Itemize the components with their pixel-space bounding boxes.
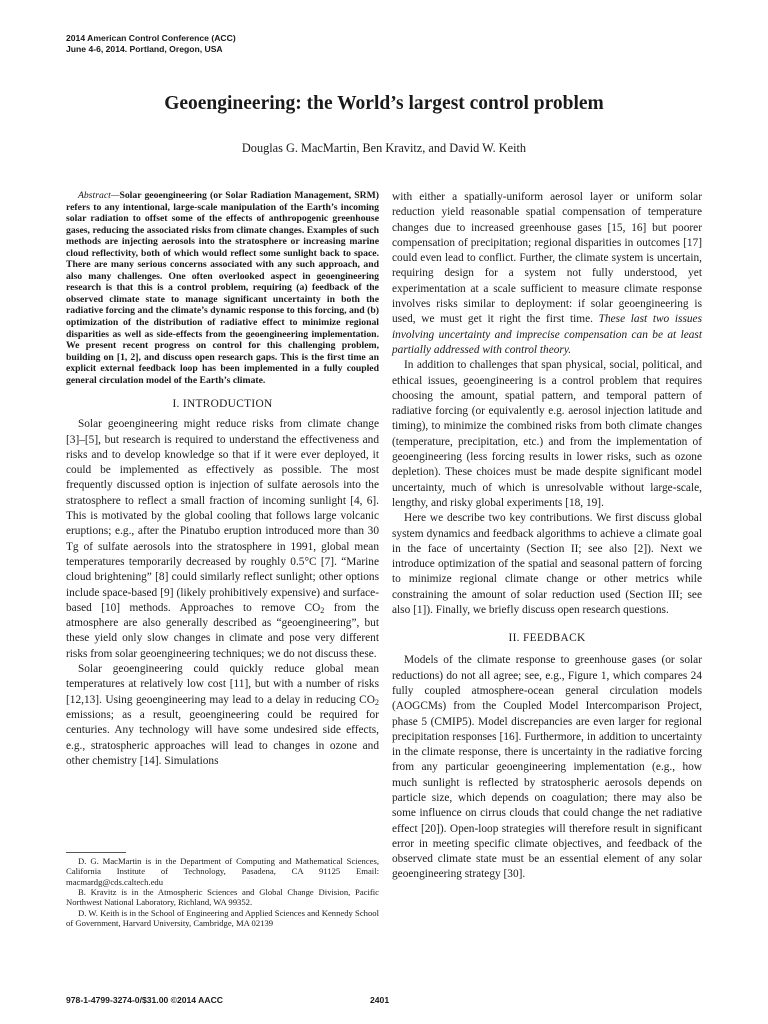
intro-paragraph-3: with either a spatially-uniform aerosol layer or uniform solar reduction yield reasonable spatial compensation of temperature changes due to increased greenhouse gases [15, 16] but poorer compensation of precipitation; regional disparities in outcomes [17] could even lead to conflict. Further, the climate system is uncertain, requiring design for a system not fully understood, yet experimentation at a scale sufficient to measure climate response involves risks similar to deployment: if solar geoengineering is used, we must get it right the first time. These last two issues involving uncertainty and imprecise compensation can be at least partially addressed with control theory. [392,191,702,356]
left-column [66,190,379,769]
intro-paragraph-5: Here we describe two key contributions. We first discuss global system dynamics and feedback algorithms to achieve a climate goal in the face of uncertainty (Section II; see also [2]). Next we introduce optimization of the spatial and seasonal pattern of forcing to minimize regional climate change or other metrics while constraining the amount of solar reduction used (Section III; see also [1]). Finally, we briefly discuss open research questions. [392,512,702,617]
page-number: 2401 [370,995,390,1005]
feedback-paragraph-1: Models of the climate response to greenhouse gases (or solar reductions) do not all agree; see, e.g., Figure 1, which compares 24 fully coupled atmosphere-ocean general circulation models (AOGCMs) from the Coupled Model Intercomparison Project, phase 5 (CMIP5). Model discrepancies are even larger for regional precipitation responses [16]. Furthermore, in addition to uncertainty in the climate response, there is uncertainty in the radiative forcing from any particular geoengineering implementation (e.g., how much sunlight is reflected by stratospheric aerosols depends on particle size, which depends on coagulation; there may also be some influence on cirrus clouds that could change the net radiative effect [20]). Open-loop strategies will therefore result in significant error in meeting specific climate objectives, and feedback of the observed climate state must be an essential element of any solar geoengineering strategy [30]. [392,654,702,881]
conference-name: 2014 American Control Conference (ACC) [66,33,236,43]
section-heading-feedback: II. FEEDBACK [508,632,586,645]
footnote-rule [66,852,126,853]
section-heading-introduction: I. INTRODUCTION [172,398,273,411]
intro-italic-sentence: These last two issues involving uncertainty and imprecise compensation can be at least partially addressed with control theory. [392,313,702,356]
footnote-kravitz: B. Kravitz is in the Atmospheric Sciences and Global Change Division, Pacific Northwest National Laboratory, Richland, WA 99352. [66,887,379,908]
copyright-isbn: 978-1-4799-3274-0/$31.00 ©2014 AACC [66,995,223,1005]
intro-paragraph-1: Solar geoengineering might reduce risks from climate change [3]–[5], but research is required to understand the effectiveness and risks and to develop knowledge so that if it were ever deployed, it could be implemented as effectively as possible. The most frequently discussed option is injection of sulfate aerosols into the stratosphere to reflect a small fraction of incoming sunlight [4, 6]. This is motivated by the global cooling that follows large volcanic eruptions; e.g., after the Pinatubo eruption introduced more than 30 Tg of sulfate aerosols into the stratosphere in 1991, global mean temperatures temporarily decreased by roughly 0.5°C [7]. “Marine cloud brightening” [8] could similarly reflect sunlight; other options include space-based [9] (likely prohibitively expensive) and surface-based [10] methods. Approaches to remove $CO_2$ from the atmosphere are also generally described as “geoengineering”, but these yield only slow changes in climate and pose very different risks from solar geoengineering techniques; we do not discuss these. [66,418,379,660]
intro-paragraph-4: In addition to challenges that span physical, social, political, and ethical issues, geoengineering is a control problem that requires choosing the amount, spatial pattern, and temporal pattern of radiative forcing (or equivalently e.g. aerosol injection latitude and timing), to minimize the combined risks from both climate changes (temperature, precipitation, etc.) and from the implementation of geoengineering (less forcing results in lower risks, such as ozone depletion). These choices must be made despite significant model uncertainty, much of which is unresolvable without large-scale, lengthy, and risky global experiments [18, 19]. [392,359,702,509]
conference-date-location: June 4-6, 2014. Portland, Oregon, USA [66,44,223,54]
paper-authors: Douglas G. MacMartin, Ben Kravitz, and David W. Keith [241,141,527,155]
abstract-text: Solar geoengineering (or Solar Radiation Management, SRM) refers to any intentional, large-scale manipulation of the Earth’s incoming solar radiation to offset some of the effects of anthropogenic greenhouse gases, reducing the associated risks from climate changes. Examples of such methods are injecting aerosols into the stratosphere or increasing marine cloud reflectivity, both of which would reflect some sunlight back to space. There are many serious concerns associated with any such approach, and also many challenges. One often overlooked aspect in geoengineering research is that this is a control problem, requiring (a) feedback of the observed climate state to manage significant uncertainty in both the radiative forcing and the climate’s dynamic response to this forcing, and (b) optimization of the distribution of radiative effect to minimize regional disparities as well as side-effects from the geoengineering implementation. We present recent progress on control for this challenging problem, building on [1, 2], and discuss open research gaps. This is the first time an explicit external feedback loop has been implemented in a fully coupled general circulation model of the Earth’s climate. [66,190,379,386]
paper-title: Geoengineering: the World’s largest control problem [164,93,604,114]
right-column [392,190,702,883]
author-footnotes [66,856,379,928]
abstract [66,190,379,386]
conference-header [66,33,386,55]
intro-paragraph-2: Solar geoengineering could quickly reduce global mean temperatures at relatively low cost [11], but with a number of risks [12,13]. Using geoengineering may lead to a delay in reducing $CO_2$ emissions; as a result, geoengineering could be required for centuries. Any technology will have some undesired side effects, e.g., stratospheric approaches will lead to changes in ozone and other chemistry [14]. Simulations [66,663,379,767]
abstract-label: Abstract— [78,190,120,201]
footnote-macmartin: D. G. MacMartin is in the Department of Computing and Mathematical Sciences, California Institute of Technology, Pasadena, CA 91125 Email: macmardg@cds.caltech.edu [66,856,379,887]
footnote-keith: D. W. Keith is in the School of Engineering and Applied Sciences and Kennedy School of Government, Harvard University, Cambridge, MA 02139 [66,907,379,929]
